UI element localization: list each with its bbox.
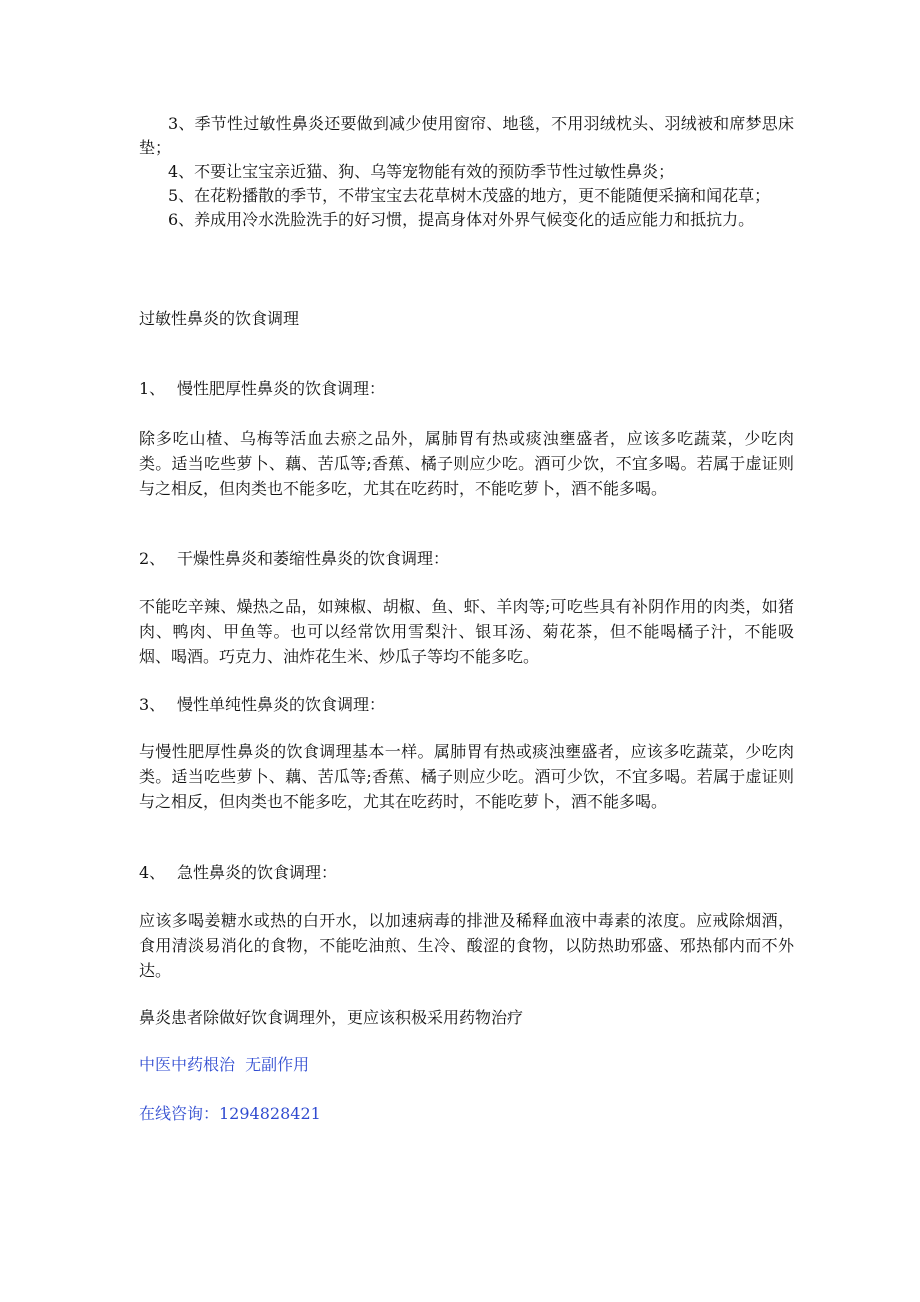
subsection-body: 不能吃辛辣、燥热之品，如辣椒、胡椒、鱼、虾、羊肉等;可吃些具有补阴作用的肉类，如猪肉、鸭肉、甲鱼等。也可以经常饮用雪梨汁、银耳汤、菊花茶，但不能喝橘子汁，不能吸烟、喝酒。巧克力、油炸花生米、炒瓜子等均不能多吃。 bbox=[139, 597, 794, 666]
subsection-heading bbox=[139, 546, 794, 571]
contact-line: 在线咨询：1294828421 bbox=[139, 1104, 321, 1123]
subsection-body: 与慢性肥厚性鼻炎的饮食调理基本一样。属肺胃有热或痰浊壅盛者，应该多吃蔬菜，少吃肉类。适当吃些萝卜、藕、苦瓜等;香蕉、橘子则应少吃。酒可少饮，不宜多喝。若属于虚证则与之相反，但肉类也不能多吃，尤其在吃药时，不能吃萝卜，酒不能多喝。 bbox=[139, 742, 794, 811]
prevention-tips bbox=[139, 112, 794, 232]
subsection-body: 除多吃山楂、乌梅等活血去瘀之品外，属肺胃有热或痰浊壅盛者，应该多吃蔬菜，少吃肉类。适当吃些萝卜、藕、苦瓜等;香蕉、橘子则应少吃。酒可少饮，不宜多喝。若属于虚证则与之相反，但肉类也不能多吃，尤其在吃药时，不能吃萝卜，酒不能多喝。 bbox=[139, 429, 794, 498]
section-title: 过敏性鼻炎的饮食调理 bbox=[139, 309, 300, 328]
tip-item: 6、养成用冷水洗脸洗手的好习惯，提高身体对外界气候变化的适应能力和抵抗力。 bbox=[168, 210, 755, 229]
promo-line: 中医中药根治 无副作用 bbox=[139, 1055, 310, 1074]
tip-item: 4、不要让宝宝亲近猫、狗、乌等宠物能有效的预防季节性过敏性鼻炎； bbox=[168, 162, 675, 181]
subsection-heading-text: 急性鼻炎的饮食调理： bbox=[177, 863, 338, 882]
tip-item: 3、季节性过敏性鼻炎还要做到减少使用窗帘、地毯，不用羽绒枕头、羽绒被和席梦思床垫； bbox=[139, 114, 794, 157]
subsection-number: 4、 bbox=[139, 863, 166, 882]
subsection-heading bbox=[139, 692, 794, 717]
subsection-number: 1、 bbox=[139, 379, 166, 398]
subsection-heading-text: 慢性单纯性鼻炎的饮食调理： bbox=[177, 695, 386, 714]
subsection-heading bbox=[139, 376, 794, 401]
subsection-heading-text: 干燥性鼻炎和萎缩性鼻炎的饮食调理： bbox=[177, 549, 450, 568]
subsection-number: 2、 bbox=[139, 549, 166, 568]
subsection-heading-text: 慢性肥厚性鼻炎的饮食调理： bbox=[177, 379, 386, 398]
subsection-heading bbox=[139, 860, 794, 885]
tip-item: 5、在花粉播散的季节，不带宝宝去花草树木茂盛的地方，更不能随便采摘和闻花草； bbox=[168, 186, 771, 205]
subsection-number: 3、 bbox=[139, 695, 166, 714]
subsection-body: 应该多喝姜糖水或热的白开水，以加速病毒的排泄及稀释血液中毒素的浓度。应戒除烟酒，食用清淡易消化的食物，不能吃油煎、生冷、酸涩的食物，以防热助邪盛、邪热郁内而不外达。 bbox=[139, 911, 794, 980]
closing-note: 鼻炎患者除做好饮食调理外，更应该积极采用药物治疗 bbox=[139, 1008, 524, 1027]
